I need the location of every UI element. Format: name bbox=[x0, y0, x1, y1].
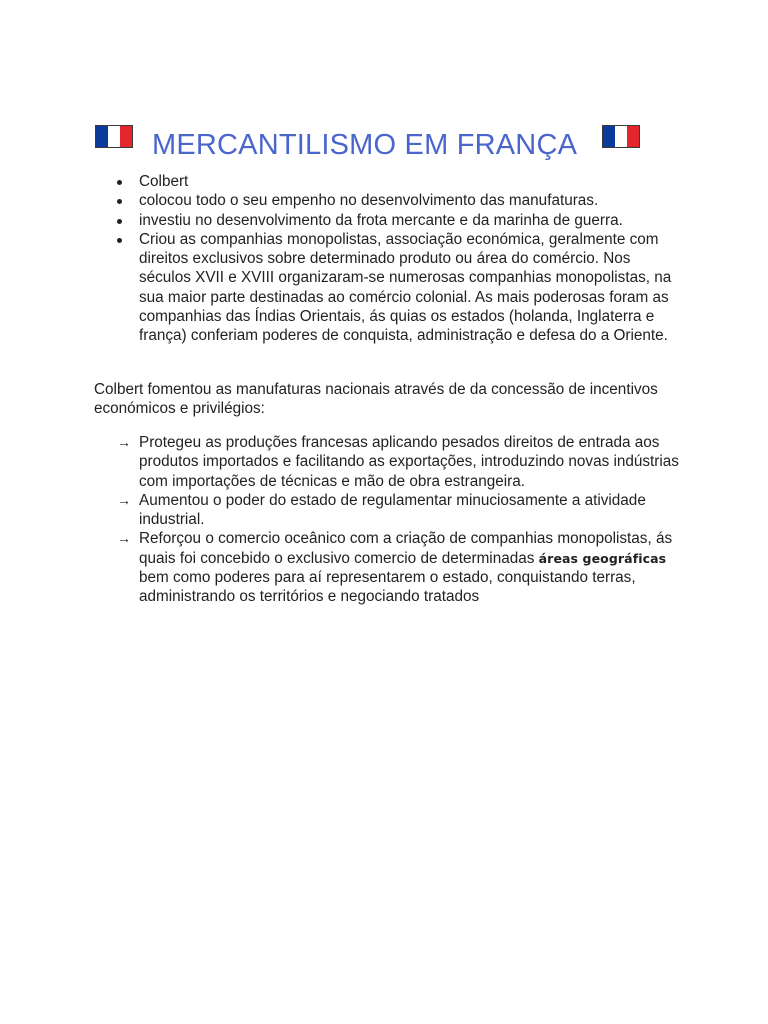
flag-red-stripe bbox=[627, 126, 639, 147]
arrow-item-text: Aumentou o poder do estado de regulamentar minuciosamente a atividade industrial. bbox=[139, 491, 646, 529]
flag-white-stripe bbox=[108, 126, 120, 147]
page-title: MERCANTILISMO EM FRANÇA bbox=[152, 129, 578, 161]
flag-white-stripe bbox=[615, 126, 627, 147]
list-item-text: investiu no desenvolvimento da frota mercante e da marinha de guerra. bbox=[139, 211, 623, 229]
title-row bbox=[95, 122, 655, 166]
arrow-right-icon: → bbox=[117, 491, 131, 508]
bullet-dot-icon bbox=[117, 238, 122, 243]
list-item bbox=[117, 211, 677, 230]
france-flag-icon bbox=[95, 125, 133, 148]
arrow-item-text-end: bem como poderes para aí representarem o estado, conquistando terras, administrando os territórios e negociando tratados bbox=[139, 569, 636, 606]
arrow-list-item bbox=[117, 433, 682, 491]
bullet-dot-icon bbox=[117, 219, 122, 224]
arrow-item-text bbox=[139, 530, 672, 605]
bullet-list bbox=[117, 172, 677, 346]
arrow-list-item bbox=[117, 529, 682, 606]
arrow-item-text: Protegeu as produções francesas aplicando pesados direitos de entrada aos produtos importados e facilitando as exportações, introduzindo novas indústrias com importações de técnicas e mão de obra estrangeira. bbox=[139, 434, 679, 490]
france-flag-icon bbox=[602, 125, 640, 148]
bullet-dot-icon bbox=[117, 180, 122, 185]
list-item-text: colocou todo o seu empenho no desenvolvimento das manufaturas. bbox=[139, 192, 599, 210]
list-item bbox=[117, 191, 677, 210]
list-item-text: Colbert bbox=[139, 173, 189, 190]
intro-paragraph: Colbert fomentou as manufaturas nacionais através de da concessão de incentivos económicos e privilégios: bbox=[94, 381, 658, 418]
flag-blue-stripe bbox=[603, 126, 615, 147]
flag-red-stripe bbox=[120, 126, 132, 147]
arrow-right-icon: → bbox=[117, 530, 131, 547]
list-item-text: Criou as companhias monopolistas, associação económica, geralmente com direitos exclusivos sobre determinado produto ou área do comércio. Nos séculos XVII e XVIII organizaram-se numerosas companhias monopolistas, na sua maior parte destinadas ao comércio colonial. As mais poderosas foram as companhias das Índias Orientais, ás quias os estados (holanda, Inglaterra e frança) conferiam poderes de conquista, administração e defesa do a Oriente. bbox=[139, 230, 672, 345]
arrow-item-text-start: Reforçou o comercio oceânico com a criação de companhias monopolistas, ás quais foi concebido o exclusivo comercio de determinadas bbox=[139, 530, 673, 567]
arrow-list-item bbox=[117, 491, 682, 530]
arrow-right-icon: → bbox=[117, 434, 131, 450]
list-item bbox=[117, 172, 677, 191]
highlighted-term: áreas geográficas bbox=[538, 550, 667, 566]
list-item bbox=[117, 230, 677, 346]
bullet-dot-icon bbox=[117, 199, 122, 204]
flag-blue-stripe bbox=[96, 126, 108, 147]
arrow-list bbox=[117, 433, 682, 607]
